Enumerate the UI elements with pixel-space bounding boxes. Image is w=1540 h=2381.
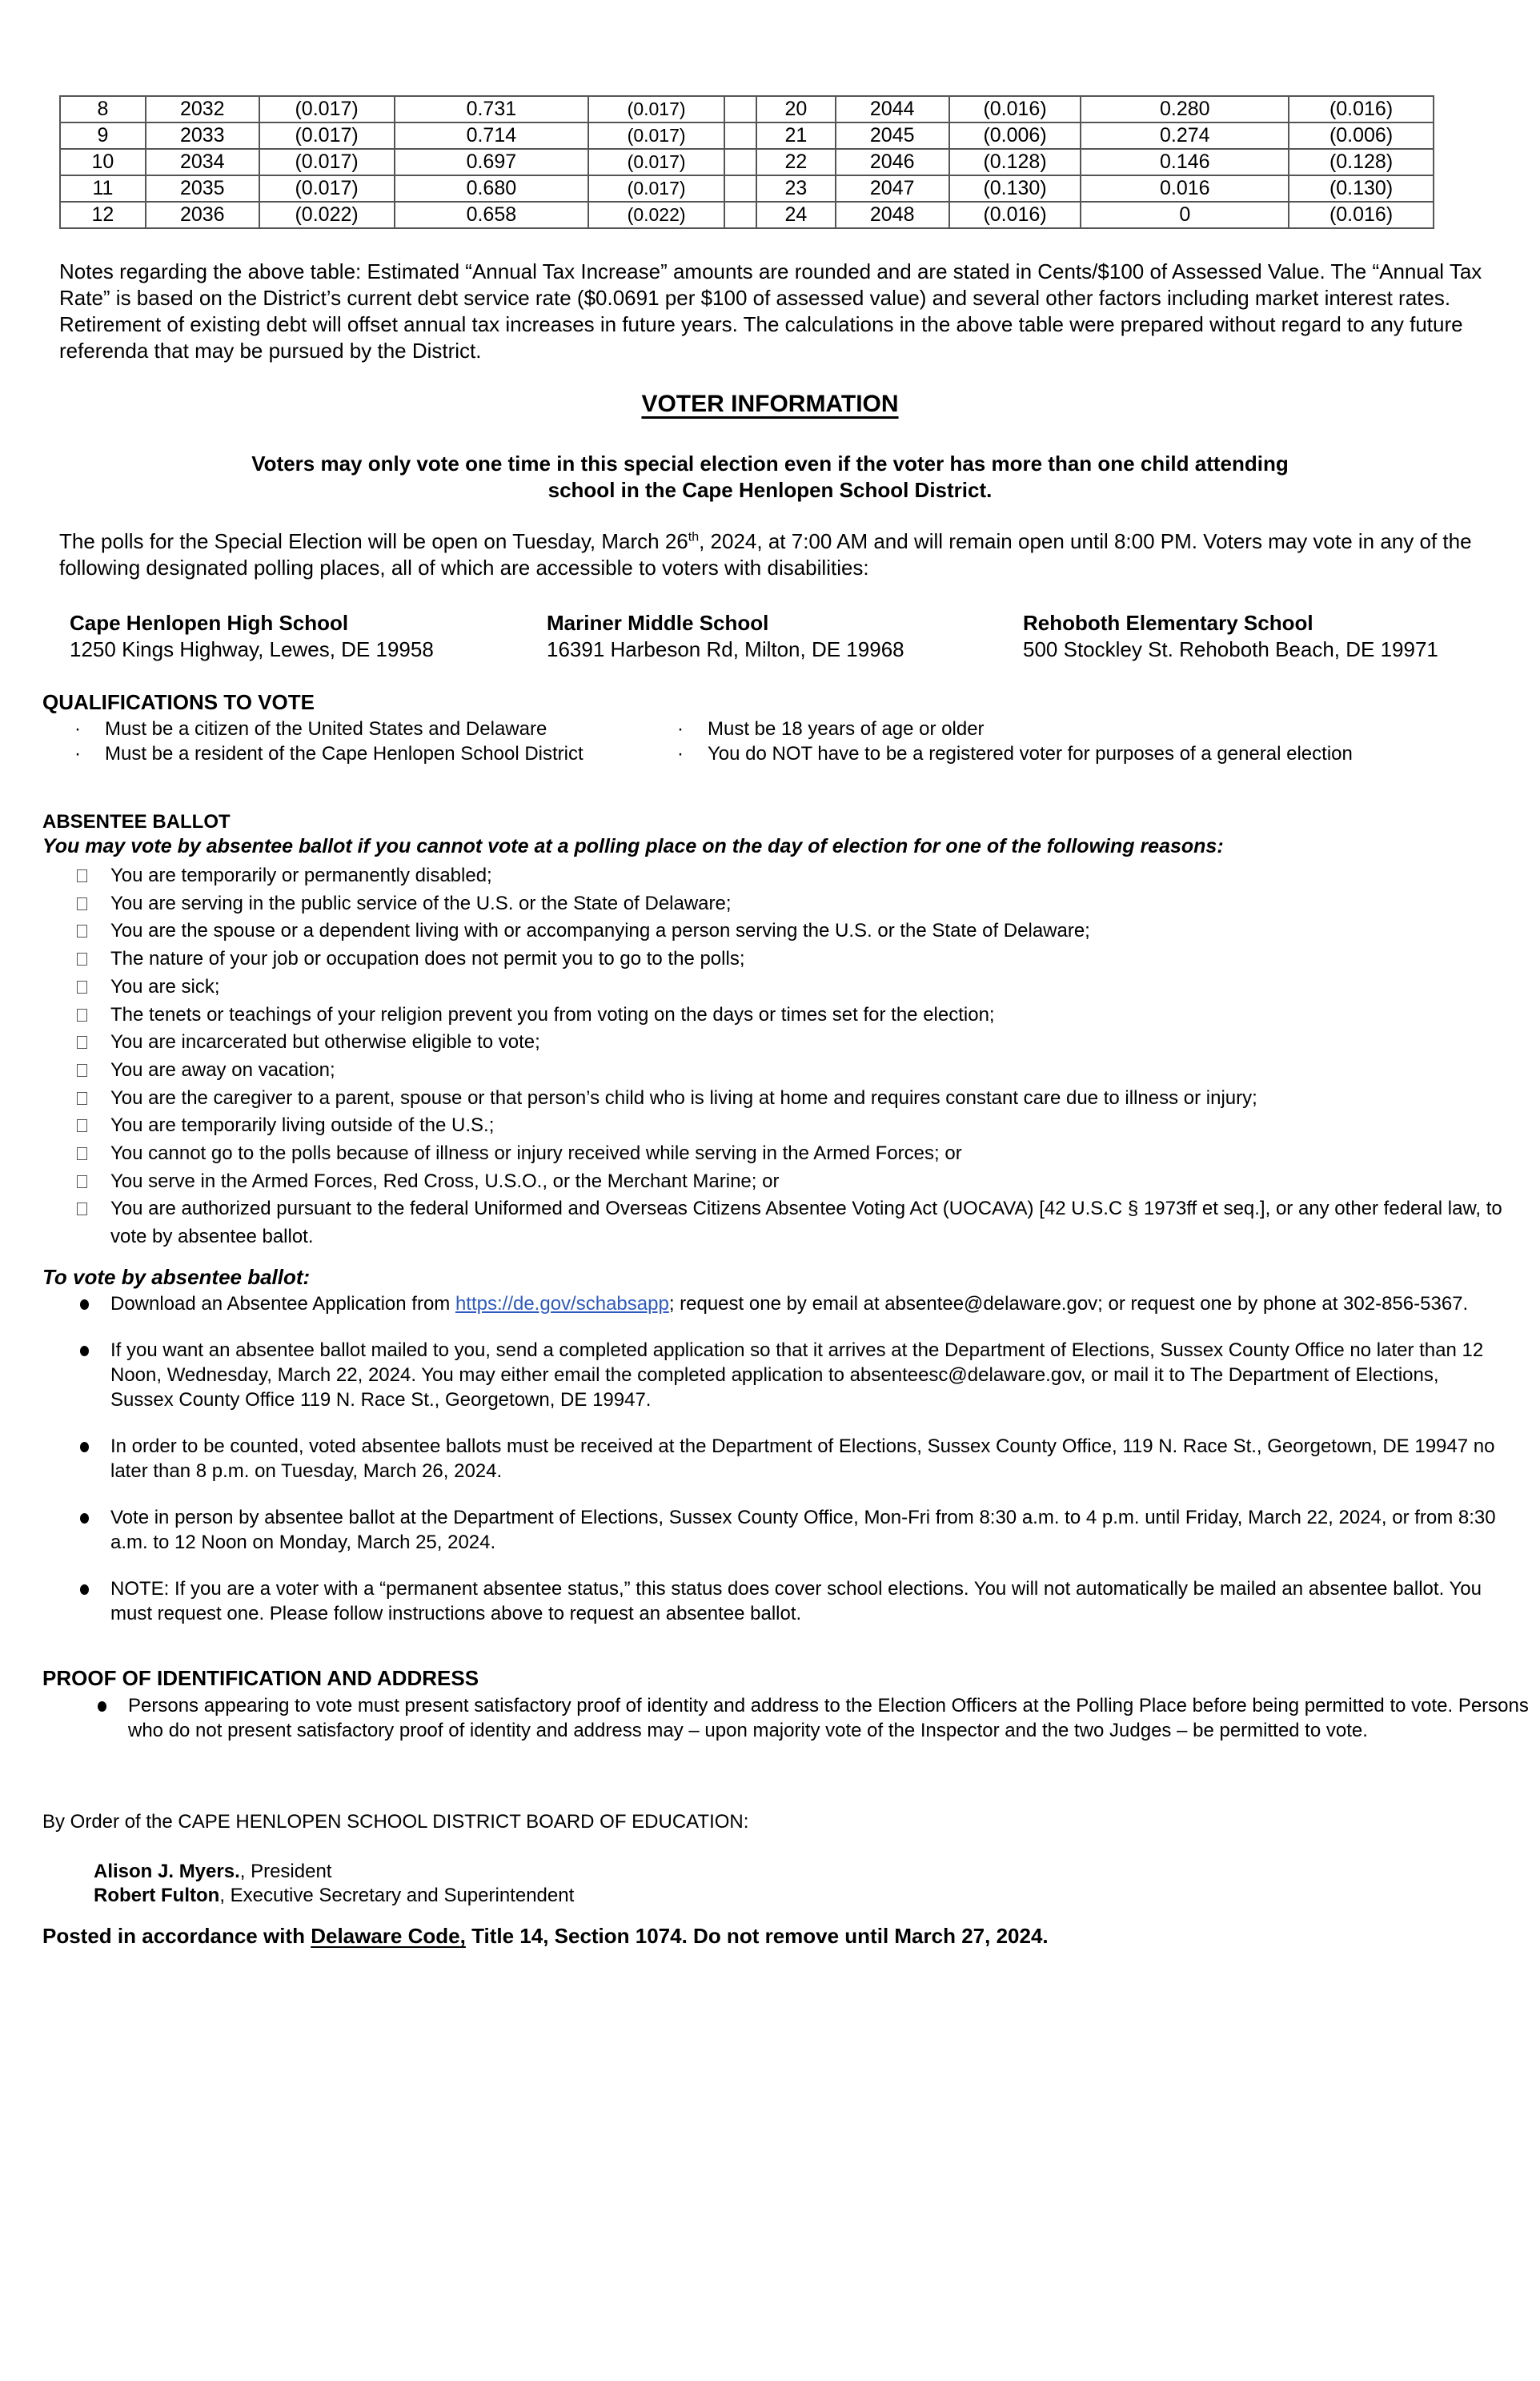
table-cell: 0: [1081, 202, 1289, 228]
table-cell: 2036: [146, 202, 259, 228]
bullet-dot-icon: ·: [74, 743, 81, 765]
absentee-reason: [77, 862, 1510, 890]
absentee-reason-text: You are the caregiver to a parent, spouse or that person’s child who is living at home and requires constant care due to illness or injury;: [110, 1086, 1257, 1109]
checkbox-square-icon: [77, 869, 87, 882]
tax-rate-table: [59, 95, 1434, 229]
table-cell: (0.016): [949, 96, 1081, 122]
checkbox-square-icon: [77, 925, 87, 938]
signatory-title: , President: [239, 1861, 332, 1882]
table-cell: 0.146: [1081, 149, 1289, 175]
table-cell: (0.016): [949, 202, 1081, 228]
table-cell: 24: [756, 202, 836, 228]
table-cell: (0.016): [1289, 202, 1434, 228]
table-cell: [724, 202, 756, 228]
table-row: [60, 96, 1434, 122]
checkbox-square-icon: [77, 1203, 87, 1215]
absentee-reason-text: You are incarcerated but otherwise eligible to vote;: [110, 1031, 540, 1054]
absentee-reason: [77, 1029, 1510, 1057]
board-order-text: By Order of the CAPE HENLOPEN SCHOOL DISTRICT BOARD OF EDUCATION:: [42, 1811, 749, 1833]
step-text: NOTE: If you are a voter with a “permanent absentee status,” this status does cover school elections. You will not automatically be mailed an absentee ballot. You must request one. Please follow instructions above to request an absentee ballot.: [110, 1578, 1482, 1624]
table-cell: (0.006): [1289, 122, 1434, 149]
absentee-reason-text: You are the spouse or a dependent living with or accompanying a person serving the U.S. or the State of Delaware;: [110, 920, 1090, 942]
step-text: In order to be counted, voted absentee ballots must be received at the Department of Elections, Sussex County Office, 119 N. Race St., Georgetown, DE 19947 no later than 8 p.m. on Tuesday, March 26, 2024.: [110, 1435, 1495, 1482]
polling-place-address: 1250 Kings Highway, Lewes, DE 19958: [70, 637, 434, 661]
proof-of-id-heading: PROOF OF IDENTIFICATION AND ADDRESS: [42, 1666, 479, 1690]
table-cell: 9: [60, 122, 146, 149]
table-cell: 2048: [836, 202, 949, 228]
table-row: [60, 202, 1434, 228]
table-notes: Notes regarding the above table: Estimated “Annual Tax Increase” amounts are rounded and are stated in Cents/$100 of Assessed Value. The “Annual Tax Rate” is based on the District’s current debt service rate ($0.0691 per $100 of assessed value) and several other factors including market interest rates. Retirement of existing debt will offset annual tax increases in future years. The calculations in the above table were prepared without regard to any future referenda that may be pursued by the District.: [59, 259, 1482, 363]
absentee-reason: [77, 1195, 1510, 1251]
table-cell: 0.280: [1081, 96, 1289, 122]
table-cell: (0.017): [588, 175, 724, 202]
polls-text-part1: The polls for the Special Election will be open on Tuesday, March 26: [59, 529, 688, 553]
table-cell: 21: [756, 122, 836, 149]
posting-text: Posted in accordance with: [42, 1924, 311, 1948]
polling-place-address: 500 Stockley St. Rehoboth Beach, DE 19971: [1023, 637, 1438, 661]
checkbox-square-icon: [77, 1036, 87, 1049]
signatory-title: , Executive Secretary and Superintendent: [219, 1885, 575, 1906]
how-to-vote-step: [77, 1505, 1502, 1555]
absentee-reason: [77, 1112, 1510, 1140]
how-to-vote-step: [77, 1576, 1502, 1626]
table-cell: 23: [756, 175, 836, 202]
table-row: [60, 175, 1434, 202]
polling-place-name: Rehoboth Elementary School: [1023, 611, 1313, 635]
polls-hours-text: [59, 528, 1492, 581]
checkbox-square-icon: [77, 1092, 87, 1105]
table-cell: 0.274: [1081, 122, 1289, 149]
absentee-reason: [77, 974, 1510, 1002]
table-cell: (0.006): [949, 122, 1081, 149]
table-cell: 0.016: [1081, 175, 1289, 202]
table-cell: (0.017): [588, 149, 724, 175]
qualification-text: Must be a resident of the Cape Henlopen School District: [105, 743, 584, 765]
absentee-ballot-heading: ABSENTEE BALLOT: [42, 811, 231, 833]
absentee-reason: [77, 917, 1510, 946]
absentee-reason-text: You are temporarily or permanently disabled;: [110, 865, 492, 886]
table-cell: 0.731: [395, 96, 589, 122]
polling-place-address: 16391 Harbeson Rd, Milton, DE 19968: [547, 637, 904, 661]
table-cell: (0.017): [259, 122, 395, 149]
table-cell: 0.680: [395, 175, 589, 202]
how-to-vote-step: [77, 1291, 1502, 1316]
table-cell: (0.017): [259, 149, 395, 175]
absentee-reason-text: You are temporarily living outside of the U.S.;: [110, 1114, 495, 1137]
table-cell: 8: [60, 96, 146, 122]
table-cell: (0.128): [949, 149, 1081, 175]
table-cell: (0.017): [588, 122, 724, 149]
polling-place: [547, 610, 1011, 663]
table-cell: 0.714: [395, 122, 589, 149]
table-cell: 12: [60, 202, 146, 228]
qualification-item: [74, 741, 584, 766]
table-cell: (0.017): [259, 175, 395, 202]
absentee-reasons-list: [77, 862, 1510, 1251]
qualification-item: [677, 717, 985, 741]
checkbox-square-icon: [77, 897, 87, 910]
table-cell: 2033: [146, 122, 259, 149]
table-cell: 10: [60, 149, 146, 175]
polling-place: [70, 610, 534, 663]
checkbox-square-icon: [77, 1147, 87, 1160]
table-cell: 2047: [836, 175, 949, 202]
absentee-reason-text: You are serving in the public service of the U.S. or the State of Delaware;: [110, 892, 732, 914]
checkbox-square-icon: [77, 1064, 87, 1077]
absentee-application-link[interactable]: https://de.gov/schabsapp: [455, 1293, 669, 1315]
polls-text-sup: th: [688, 530, 700, 544]
table-cell: [724, 96, 756, 122]
table-cell: 0.697: [395, 149, 589, 175]
signatory: [94, 1885, 574, 1907]
table-cell: 2035: [146, 175, 259, 202]
table-cell: (0.017): [588, 96, 724, 122]
signatory-name: Alison J. Myers.: [94, 1861, 240, 1882]
polling-place-name: Cape Henlopen High School: [70, 611, 349, 635]
how-to-vote-heading: To vote by absentee ballot:: [42, 1265, 311, 1289]
table-cell: 22: [756, 149, 836, 175]
qualification-text: You do NOT have to be a registered voter for purposes of a general election: [708, 743, 1353, 765]
delaware-code-reference: Delaware Code,: [311, 1924, 466, 1948]
absentee-reason-text: You are authorized pursuant to the federal Uniformed and Overseas Citizens Absentee Voting Act (UOCAVA) [42 U.S.C § 1973ff et seq.], or any other federal law, to vote by absentee ballot.: [110, 1198, 1502, 1248]
table-cell: 2034: [146, 149, 259, 175]
bullet-dot-icon: ·: [677, 743, 684, 765]
table-cell: 0.658: [395, 202, 589, 228]
how-to-vote-steps: [77, 1291, 1502, 1640]
qualification-text: Must be a citizen of the United States and Delaware: [105, 718, 547, 740]
table-cell: (0.022): [588, 202, 724, 228]
one-vote-line-2: school in the Cape Henlopen School District.: [547, 478, 993, 502]
table-row: [60, 122, 1434, 149]
bullet-icon: [80, 1584, 89, 1595]
absentee-reason: [77, 1057, 1510, 1085]
one-vote-notice: [0, 451, 1540, 504]
proof-of-id-text: Persons appearing to vote must present satisfactory proof of identity and address to the Election Officers at the Polling Place before being permitted to vote. Persons who do not present satisfactory proof of identity and address may – upon majority vote of the Inspector and the two Judges – be permitted to vote.: [128, 1695, 1529, 1741]
qualification-text: Must be 18 years of age or older: [708, 718, 985, 740]
bullet-icon: [80, 1442, 89, 1452]
table-cell: 20: [756, 96, 836, 122]
voter-information-title: VOTER INFORMATION: [641, 391, 899, 417]
bullet-dot-icon: ·: [677, 718, 684, 740]
absentee-reason-text: You are away on vacation;: [110, 1058, 335, 1081]
step-text: If you want an absentee ballot mailed to you, send a completed application so that it arrives at the Department of Elections, Sussex County Office no later than 12 Noon, Wednesday, March 22, 2024. You may either email the completed application to absenteesc@delaware.gov, or mail it to The Department of Elections, Sussex County Office 119 N. Race St., Georgetown, DE 19947.: [110, 1339, 1484, 1411]
checkbox-square-icon: [77, 1009, 87, 1022]
checkbox-square-icon: [77, 953, 87, 966]
absentee-reason: [77, 1168, 1510, 1196]
posting-notice: [42, 1924, 1049, 1949]
bullet-icon: [80, 1346, 89, 1356]
table-cell: (0.128): [1289, 149, 1434, 175]
checkbox-square-icon: [77, 1175, 87, 1188]
step-text: Download an Absentee Application from: [110, 1293, 455, 1315]
absentee-reason-text: You serve in the Armed Forces, Red Cross, U.S.O., or the Merchant Marine; or: [110, 1170, 780, 1192]
qualification-item: [74, 717, 547, 741]
absentee-reason-text: You cannot go to the polls because of illness or injury received while serving in the Armed Forces; or: [110, 1142, 962, 1165]
table-cell: [724, 122, 756, 149]
table-row: [60, 149, 1434, 175]
one-vote-line-1: Voters may only vote one time in this special election even if the voter has more than one child attending: [251, 452, 1289, 476]
table-cell: 2044: [836, 96, 949, 122]
qualification-item: [677, 741, 1353, 766]
bullet-icon: [80, 1299, 89, 1310]
signatory: [94, 1861, 331, 1883]
step-text: ; request one by email at absentee@delaware.gov; or request one by phone at 302-856-5367.: [668, 1293, 1469, 1315]
table-cell: [724, 149, 756, 175]
proof-of-id-item: [94, 1693, 1534, 1743]
polling-place-name: Mariner Middle School: [547, 611, 769, 635]
polling-place: [1023, 610, 1471, 663]
bullet-icon: [98, 1701, 106, 1712]
table-cell: [724, 175, 756, 202]
absentee-reason-text: The tenets or teachings of your religion prevent you from voting on the days or times set for the election;: [110, 1003, 995, 1026]
checkbox-square-icon: [77, 1119, 87, 1132]
checkbox-square-icon: [77, 981, 87, 994]
absentee-reason: [77, 946, 1510, 974]
table-cell: (0.016): [1289, 96, 1434, 122]
how-to-vote-step: [77, 1338, 1502, 1412]
table-cell: 2045: [836, 122, 949, 149]
polls-text-part2: , 2024, at 7:00 AM and will remain open until 8:00 PM. Voters may vote in any of the following designated polling places, all of which are accessible to voters with disabilities:: [59, 529, 1472, 580]
absentee-reason: [77, 1140, 1510, 1168]
absentee-reason: [77, 1002, 1510, 1030]
absentee-reason-text: You are sick;: [110, 975, 220, 998]
table-cell: (0.022): [259, 202, 395, 228]
table-cell: (0.130): [949, 175, 1081, 202]
posting-text: Title 14, Section 1074. Do not remove until March 27, 2024.: [465, 1924, 1049, 1948]
table-cell: 2046: [836, 149, 949, 175]
how-to-vote-step: [77, 1434, 1502, 1484]
signatory-name: Robert Fulton: [94, 1885, 220, 1906]
table-cell: (0.017): [259, 96, 395, 122]
table-cell: (0.130): [1289, 175, 1434, 202]
bullet-icon: [80, 1513, 89, 1524]
absentee-reason: [77, 1085, 1510, 1113]
absentee-ballot-subheading: You may vote by absentee ballot if you cannot vote at a polling place on the day of election for one of the following reasons:: [42, 835, 1224, 857]
table-cell: 2032: [146, 96, 259, 122]
absentee-reason: [77, 890, 1510, 918]
absentee-reason-text: The nature of your job or occupation does not permit you to go to the polls;: [110, 948, 745, 970]
qualifications-heading: QUALIFICATIONS TO VOTE: [42, 690, 315, 714]
table-cell: 11: [60, 175, 146, 202]
step-text: Vote in person by absentee ballot at the Department of Elections, Sussex County Office, Mon-Fri from 8:30 a.m. to 4 p.m. until Friday, March 22, 2024, or from 8:30 a.m. to 12 Noon on Monday, March 25, 2024.: [110, 1507, 1496, 1553]
bullet-dot-icon: ·: [74, 718, 81, 740]
